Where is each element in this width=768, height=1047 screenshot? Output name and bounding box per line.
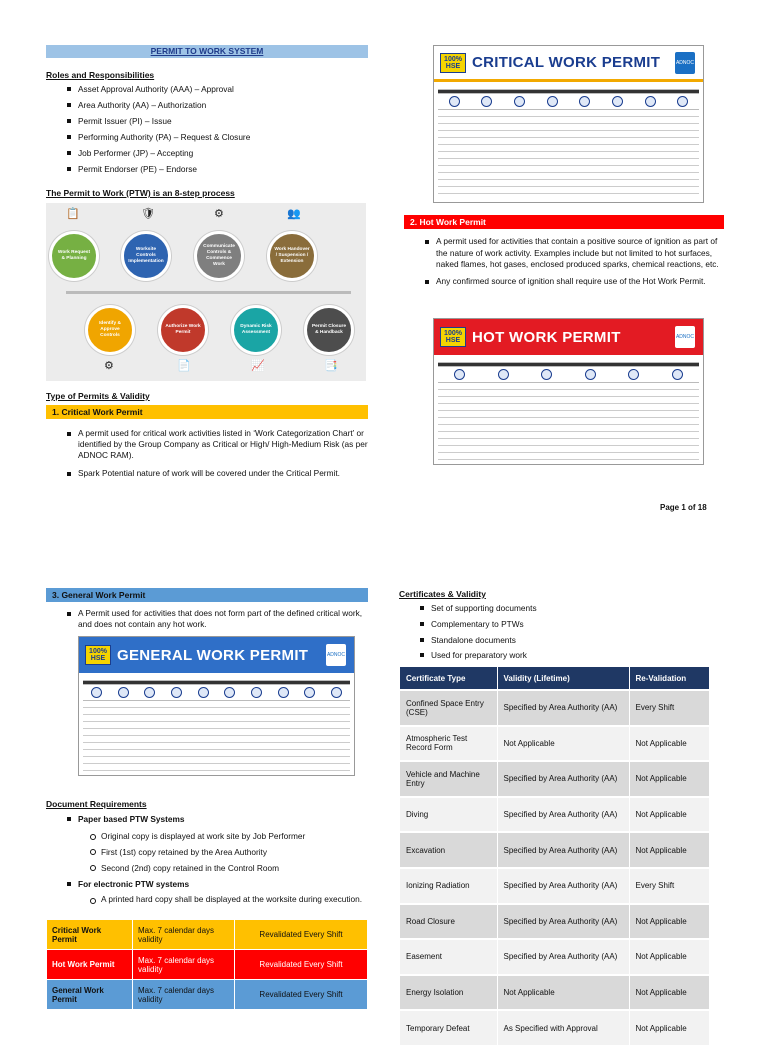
cert-type-cell: Road Closure xyxy=(400,904,497,940)
adnoc-logo: ADNOC xyxy=(326,644,346,666)
table-row xyxy=(400,832,709,868)
col-header: Re-Validation xyxy=(629,667,709,690)
hazard-icons xyxy=(438,367,699,383)
table-row xyxy=(400,726,709,762)
gears-icon: ⚙ xyxy=(214,208,224,220)
validity-cell: Max. 7 calendar days validity xyxy=(133,950,235,980)
hot-permit-title: HOT WORK PERMIT xyxy=(472,328,621,346)
cert-validity-cell: Specified by Area Authority (AA) xyxy=(497,832,629,868)
table-row xyxy=(400,761,709,797)
permit-name-cell: General Work Permit xyxy=(47,980,133,1010)
list-item: Performing Authority (PA) – Request & Closure xyxy=(46,131,366,144)
cog-icon: ⚙ xyxy=(104,360,114,372)
revalidation-cell: Revalidated Every Shift xyxy=(235,980,368,1010)
list-item: Second (2nd) copy retained in the Control Room xyxy=(46,862,376,875)
process-line xyxy=(66,291,351,294)
cert-revalidation-cell: Not Applicable xyxy=(629,1010,709,1046)
list-item: A Permit used for activities that does not form part of the defined critical work, and does not contain any hot work. xyxy=(46,608,368,631)
adnoc-logo: ADNOC xyxy=(675,52,695,74)
ptw-heading: The Permit to Work (PTW) is an 8-step process xyxy=(46,188,235,198)
list-item: A printed hard copy shall be displayed at the worksite during execution. xyxy=(46,894,366,905)
list-item: Spark Potential nature of work will be covered under the Critical Permit. xyxy=(46,468,368,479)
cert-revalidation-cell: Every Shift xyxy=(629,868,709,904)
hot-permit-bar: 2. Hot Work Permit xyxy=(404,215,724,229)
page-header-bar xyxy=(46,45,368,58)
cert-heading: Certificates & Validity xyxy=(399,589,486,599)
chart-icon: 📈 xyxy=(251,360,265,372)
cert-type-cell: Diving xyxy=(400,797,497,833)
cert-revalidation-cell: Not Applicable xyxy=(629,975,709,1011)
cert-type-cell: Easement xyxy=(400,939,497,975)
team-icon: 👥 xyxy=(287,208,301,220)
roles-list xyxy=(46,83,366,176)
cert-type-cell: Confined Space Entry (CSE) xyxy=(400,690,497,726)
page-number: Page 1 of 18 xyxy=(660,503,707,512)
electronic-list xyxy=(46,878,376,891)
validity-cell: Max. 7 calendar days validity xyxy=(133,980,235,1010)
list-item: A permit used for activities that contain a positive source of ignition as part of the nature of work activity. Examples include but not limited to hot surfaces, naked flames, hot gases, enclosed produced sparks, chemical reactions, etc. xyxy=(404,236,726,271)
critical-permit-bar: 1. Critical Work Permit xyxy=(46,405,368,419)
cert-type-cell: Atmospheric Test Record Form xyxy=(400,726,497,762)
table-row xyxy=(400,1010,709,1046)
step-dynamic-risk: Dynamic Risk Assessment xyxy=(231,305,281,355)
table-row xyxy=(400,904,709,940)
cert-type-cell: Temporary Defeat xyxy=(400,1010,497,1046)
cert-points xyxy=(399,602,719,662)
hot-permit-form xyxy=(433,318,704,465)
list-item: Original copy is displayed at work site by Job Performer xyxy=(46,830,376,843)
certificates-table xyxy=(400,667,709,1047)
list-item: Complementary to PTWs xyxy=(399,618,719,631)
step-worksite-controls: Worksite Controls Implementation xyxy=(121,231,171,281)
paper-heading: Paper based PTW Systems xyxy=(46,813,376,826)
general-permit-title: GENERAL WORK PERMIT xyxy=(117,646,309,664)
hazard-icons xyxy=(438,94,699,110)
types-heading: Type of Permits & Validity xyxy=(46,391,150,401)
table-row xyxy=(400,797,709,833)
general-permit-bar: 3. General Work Permit xyxy=(46,588,368,602)
paper-list xyxy=(46,813,376,826)
table-row xyxy=(400,975,709,1011)
cert-type-cell: Vehicle and Machine Entry xyxy=(400,761,497,797)
list-item: Asset Approval Authority (AAA) – Approval xyxy=(46,83,366,96)
list-item: Area Authority (AA) – Authorization xyxy=(46,99,366,112)
revalidation-cell: Revalidated Every Shift xyxy=(235,920,368,950)
cert-revalidation-cell: Not Applicable xyxy=(629,726,709,762)
ptw-process-diagram xyxy=(46,203,366,381)
cert-validity-cell: Specified by Area Authority (AA) xyxy=(497,868,629,904)
table-row xyxy=(47,980,368,1010)
cert-validity-cell: As Specified with Approval xyxy=(497,1010,629,1046)
doc-req-heading: Document Requirements xyxy=(46,799,147,809)
list-item: Any confirmed source of ignition shall require use of the Hot Work Permit. xyxy=(404,276,726,288)
table-row xyxy=(400,690,709,726)
hse-logo: 100% HSE xyxy=(85,645,111,665)
step-work-request: Work Request & Planning xyxy=(49,231,99,281)
list-item: Set of supporting documents xyxy=(399,602,719,615)
critical-permit-title: CRITICAL WORK PERMIT xyxy=(472,54,661,71)
electronic-heading: For electronic PTW systems xyxy=(46,878,376,891)
document-icon: 📄 xyxy=(177,360,191,372)
permit-name-cell: Hot Work Permit xyxy=(47,950,133,980)
cert-validity-cell: Not Applicable xyxy=(497,726,629,762)
general-permit-form xyxy=(78,636,355,776)
cert-validity-cell: Not Applicable xyxy=(497,975,629,1011)
table-row xyxy=(47,950,368,980)
hse-logo: 100% HSE xyxy=(440,327,466,347)
step-communicate: Communicate Controls & Commence Work xyxy=(194,231,244,281)
revalidation-cell: Revalidated Every Shift xyxy=(235,950,368,980)
step-handover: Work Handover / Suspension / Extension xyxy=(267,231,317,281)
cert-revalidation-cell: Not Applicable xyxy=(629,832,709,868)
cert-validity-cell: Specified by Area Authority (AA) xyxy=(497,761,629,797)
validity-cell: Max. 7 calendar days validity xyxy=(133,920,235,950)
cert-validity-cell: Specified by Area Authority (AA) xyxy=(497,939,629,975)
roles-heading: Roles and Responsibilities xyxy=(46,70,155,80)
clipboard-icon: 📋 xyxy=(66,208,80,220)
page-title: PERMIT TO WORK SYSTEM xyxy=(150,46,264,56)
hazard-icons xyxy=(83,685,350,701)
table-row xyxy=(47,920,368,950)
step-closure: Permit Closure & Handback xyxy=(304,305,354,355)
cert-type-cell: Energy Isolation xyxy=(400,975,497,1011)
adnoc-logo: ADNOC xyxy=(675,326,695,348)
cert-validity-cell: Specified by Area Authority (AA) xyxy=(497,904,629,940)
col-header: Validity (Lifetime) xyxy=(497,667,629,690)
list-item: First (1st) copy retained by the Area Authority xyxy=(46,846,376,859)
cert-validity-cell: Specified by Area Authority (AA) xyxy=(497,690,629,726)
permit-name-cell: Critical Work Permit xyxy=(47,920,133,950)
cert-revalidation-cell: Not Applicable xyxy=(629,904,709,940)
paper-items xyxy=(46,830,376,874)
list-item: Used for preparatory work xyxy=(399,649,719,662)
col-header: Certificate Type xyxy=(400,667,497,690)
page-2 xyxy=(0,580,768,1033)
cert-revalidation-cell: Not Applicable xyxy=(629,797,709,833)
list-item: Standalone documents xyxy=(399,634,719,647)
list-item: A permit used for critical work activities listed in ‘Work Categorization Chart’ or identified by the Group Company as Critical or High/ High-Medium Risk (as per ADNOC RAM). xyxy=(46,428,368,462)
permit-validity-table xyxy=(46,919,368,1010)
cert-validity-cell: Specified by Area Authority (AA) xyxy=(497,797,629,833)
critical-permit-form xyxy=(433,45,704,203)
list-item: Permit Issuer (PI) – Issue xyxy=(46,115,366,128)
cert-type-cell: Ionizing Radiation xyxy=(400,868,497,904)
table-row xyxy=(400,939,709,975)
list-item: Permit Endorser (PE) – Endorse xyxy=(46,163,366,176)
step-identify-controls: Identify & Approve Controls xyxy=(85,305,135,355)
table-row xyxy=(400,868,709,904)
list-item: Job Performer (JP) – Accepting xyxy=(46,147,366,160)
list-icon: 📑 xyxy=(324,360,338,372)
step-authorize: Authorize Work Permit xyxy=(158,305,208,355)
general-points xyxy=(46,608,368,631)
cert-type-cell: Excavation xyxy=(400,832,497,868)
critical-points xyxy=(46,428,368,479)
cert-revalidation-cell: Not Applicable xyxy=(629,761,709,797)
cert-revalidation-cell: Not Applicable xyxy=(629,939,709,975)
shield-icon: 🛡 xyxy=(141,208,155,220)
electronic-items xyxy=(46,894,366,905)
hot-points xyxy=(404,236,726,287)
cert-revalidation-cell: Every Shift xyxy=(629,690,709,726)
hse-logo: 100% HSE xyxy=(440,53,466,73)
